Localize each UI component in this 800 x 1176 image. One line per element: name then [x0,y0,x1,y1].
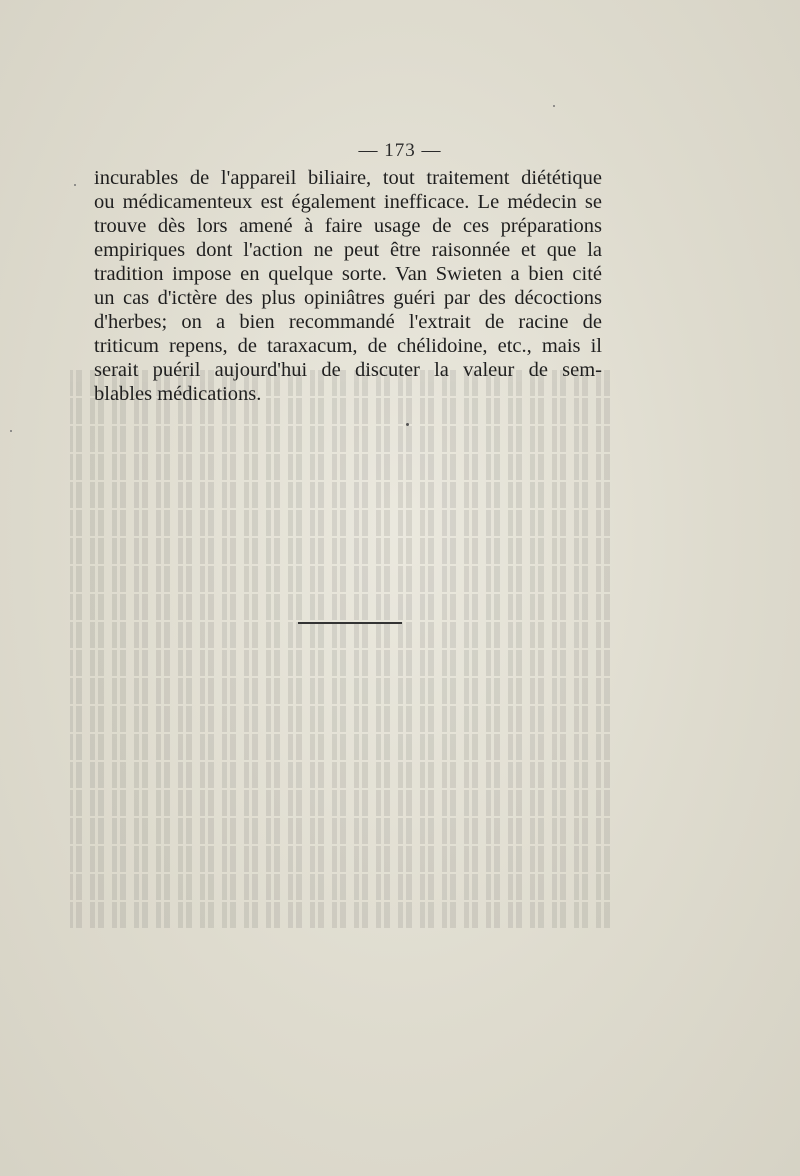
bleed-through-texture [70,370,610,970]
margin-mark [10,430,12,432]
margin-mark [74,184,76,186]
text-line: triticum repens, de taraxacum, de chélidoine, etc., mais il [94,335,602,357]
text-line: serait puéril aujourd'hui de discuter la valeur de sem- [94,359,602,381]
text-line: empiriques dont l'action ne peut être raisonnée et que la [94,239,602,261]
page-number: — 173 — [358,140,442,161]
text-line: ou médicamenteux est également inefficace. Le médecin se [94,191,602,213]
text-line: incurables de l'appareil biliaire, tout traitement diététique [94,167,602,189]
text-line: d'herbes; on a bien recommandé l'extrait de racine de [94,311,602,333]
text-line: trouve dès lors amené à faire usage de ces préparations [94,215,602,237]
stray-dot [406,423,409,426]
text-line: un cas d'ictère des plus opiniâtres guéri par des décoctions [94,287,602,309]
text-line: tradition impose en quelque sorte. Van Swieten a bien cité [94,263,602,285]
body-paragraph [94,166,602,406]
section-divider [298,622,402,624]
margin-mark [553,105,555,107]
text-line: blables médications. [94,383,262,405]
